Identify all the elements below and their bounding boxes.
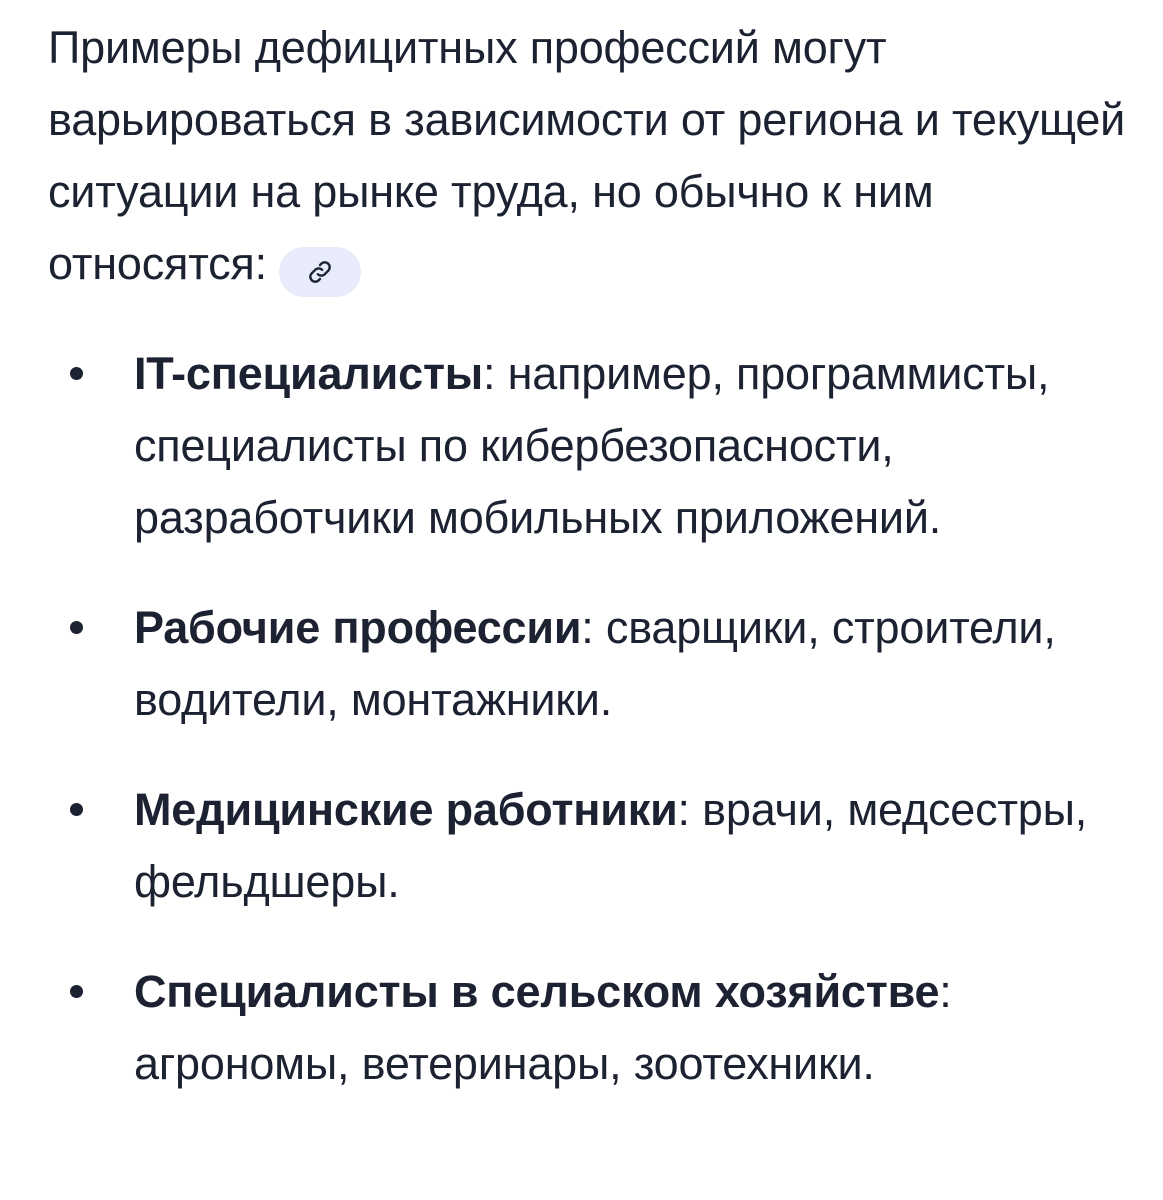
item-description: например, программисты, специалисты по кибербезопасности, разработчики мобильных приложений. bbox=[134, 348, 1050, 543]
source-link-chip[interactable] bbox=[279, 247, 361, 297]
list-item bbox=[48, 956, 1138, 1100]
item-term: Рабочие профессии bbox=[134, 602, 582, 653]
item-term: Медицинские работники bbox=[134, 784, 678, 835]
list-item bbox=[48, 592, 1138, 736]
item-separator: : bbox=[483, 348, 508, 399]
list-item bbox=[48, 338, 1138, 554]
intro-text: Примеры дефицитных профессий могут варьироваться в зависимости от региона и текущей ситуации на рынке труда, но обычно к ним относятся: bbox=[48, 22, 1126, 289]
item-term: Специалисты в сельском хозяйстве bbox=[134, 966, 940, 1017]
item-description: сварщики, строители, водители, монтажники. bbox=[134, 602, 1056, 725]
intro-paragraph bbox=[48, 12, 1138, 300]
item-description: агрономы, ветеринары, зоотехники. bbox=[134, 1038, 875, 1089]
bullet-dot bbox=[70, 985, 83, 998]
item-description: врачи, медсестры, фельдшеры. bbox=[134, 784, 1088, 907]
list-item bbox=[48, 774, 1138, 918]
answer-block bbox=[48, 12, 1138, 1138]
bullet-dot bbox=[70, 367, 83, 380]
item-separator: : bbox=[677, 784, 703, 835]
item-term: IT-специалисты bbox=[134, 348, 484, 399]
bullet-dot bbox=[70, 621, 83, 634]
professions-list bbox=[48, 338, 1138, 1100]
bullet-dot bbox=[70, 803, 83, 816]
link-icon bbox=[307, 259, 333, 285]
item-separator: : bbox=[581, 602, 606, 653]
item-separator: : bbox=[939, 966, 952, 1017]
